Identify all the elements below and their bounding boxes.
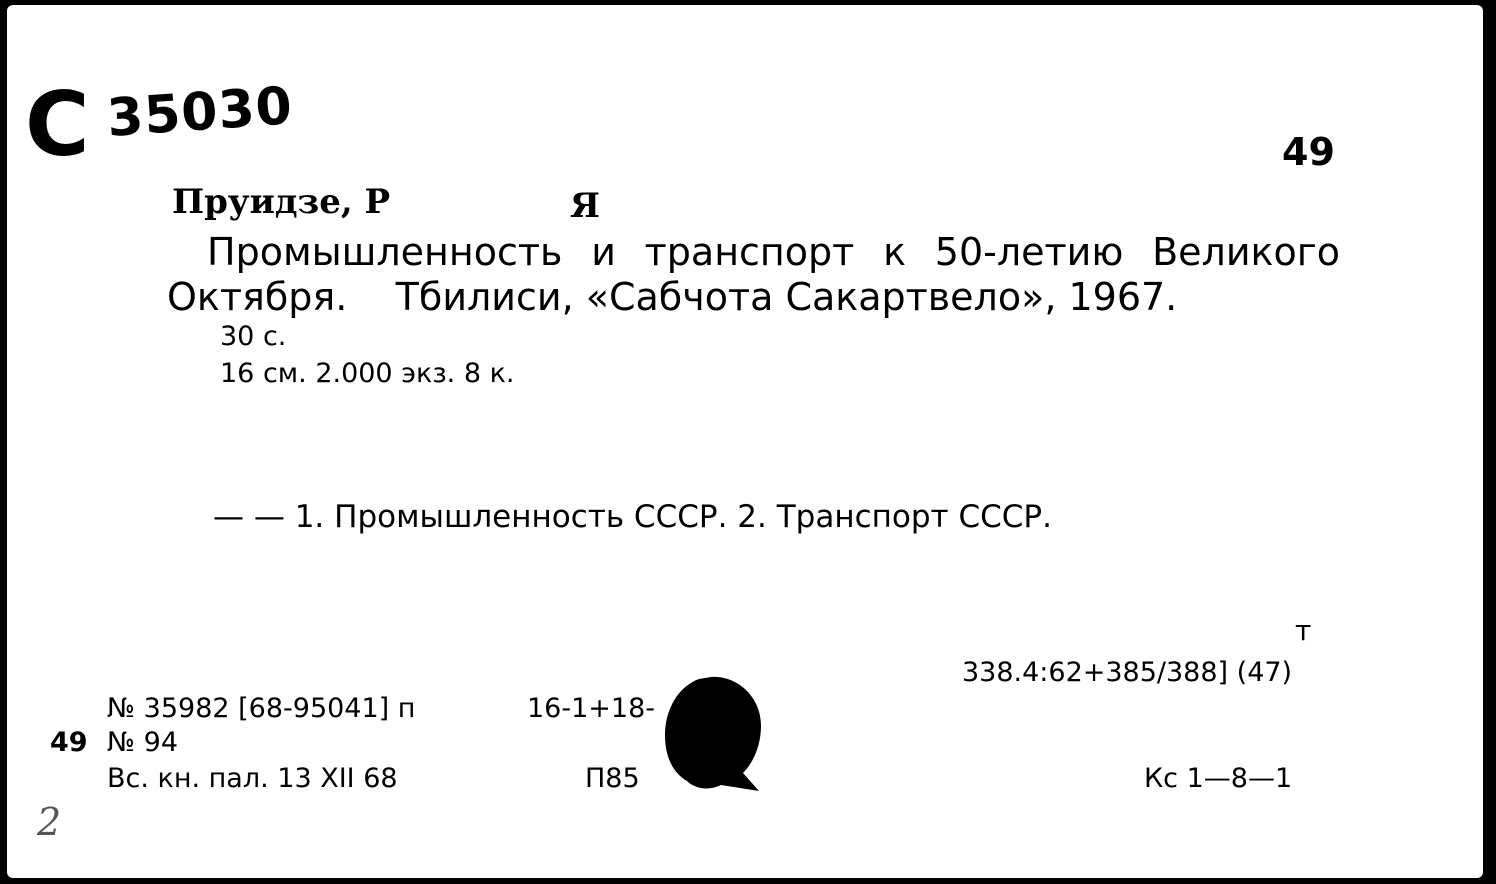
page-count: 30 с. [220,321,287,352]
registry-number: № 35982 [68-95041] п [107,693,416,724]
title-word: и [591,230,616,274]
kc-code: Кс 1—8—1 [1144,763,1293,794]
registry-prefix: 49 [50,727,88,758]
author-name: Пруидзе, Р [172,182,391,222]
title-line-1 [207,230,1340,274]
title-line-2: Октября. Тбилиси, «Сабчота Сакартвело», 1967. [167,275,1178,319]
registry-number-2: № 94 [107,727,179,758]
udc-code: 338.4:62+385/388] (47) [962,657,1293,688]
title-word: Промышленность [207,230,563,274]
udc-mark: т [1295,614,1312,647]
title-word: к [883,230,907,274]
chamber-line: Вс. кн. пал. 13 XII 68 [107,763,398,794]
handwritten-mark: 2 [37,800,62,844]
shelf-mark: 49 [1282,130,1335,174]
stamp-number: 35030 [105,76,295,149]
stamp-letter: С [25,73,90,176]
author-initial: Я [570,186,600,226]
subject-headings: — — 1. Промышленность СССР. 2. Транспорт СССР. [213,499,1052,535]
ink-blot-icon [659,673,767,795]
price-code: 16-1+18- [527,693,655,724]
catalog-card [7,5,1483,878]
title-word: транспорт [644,230,855,274]
title-word: 50-летию [934,230,1124,274]
format-line: 16 см. 2.000 экз. 8 к. [220,358,515,389]
title-word: Великого [1152,230,1340,274]
print-code: П85 [585,763,640,794]
